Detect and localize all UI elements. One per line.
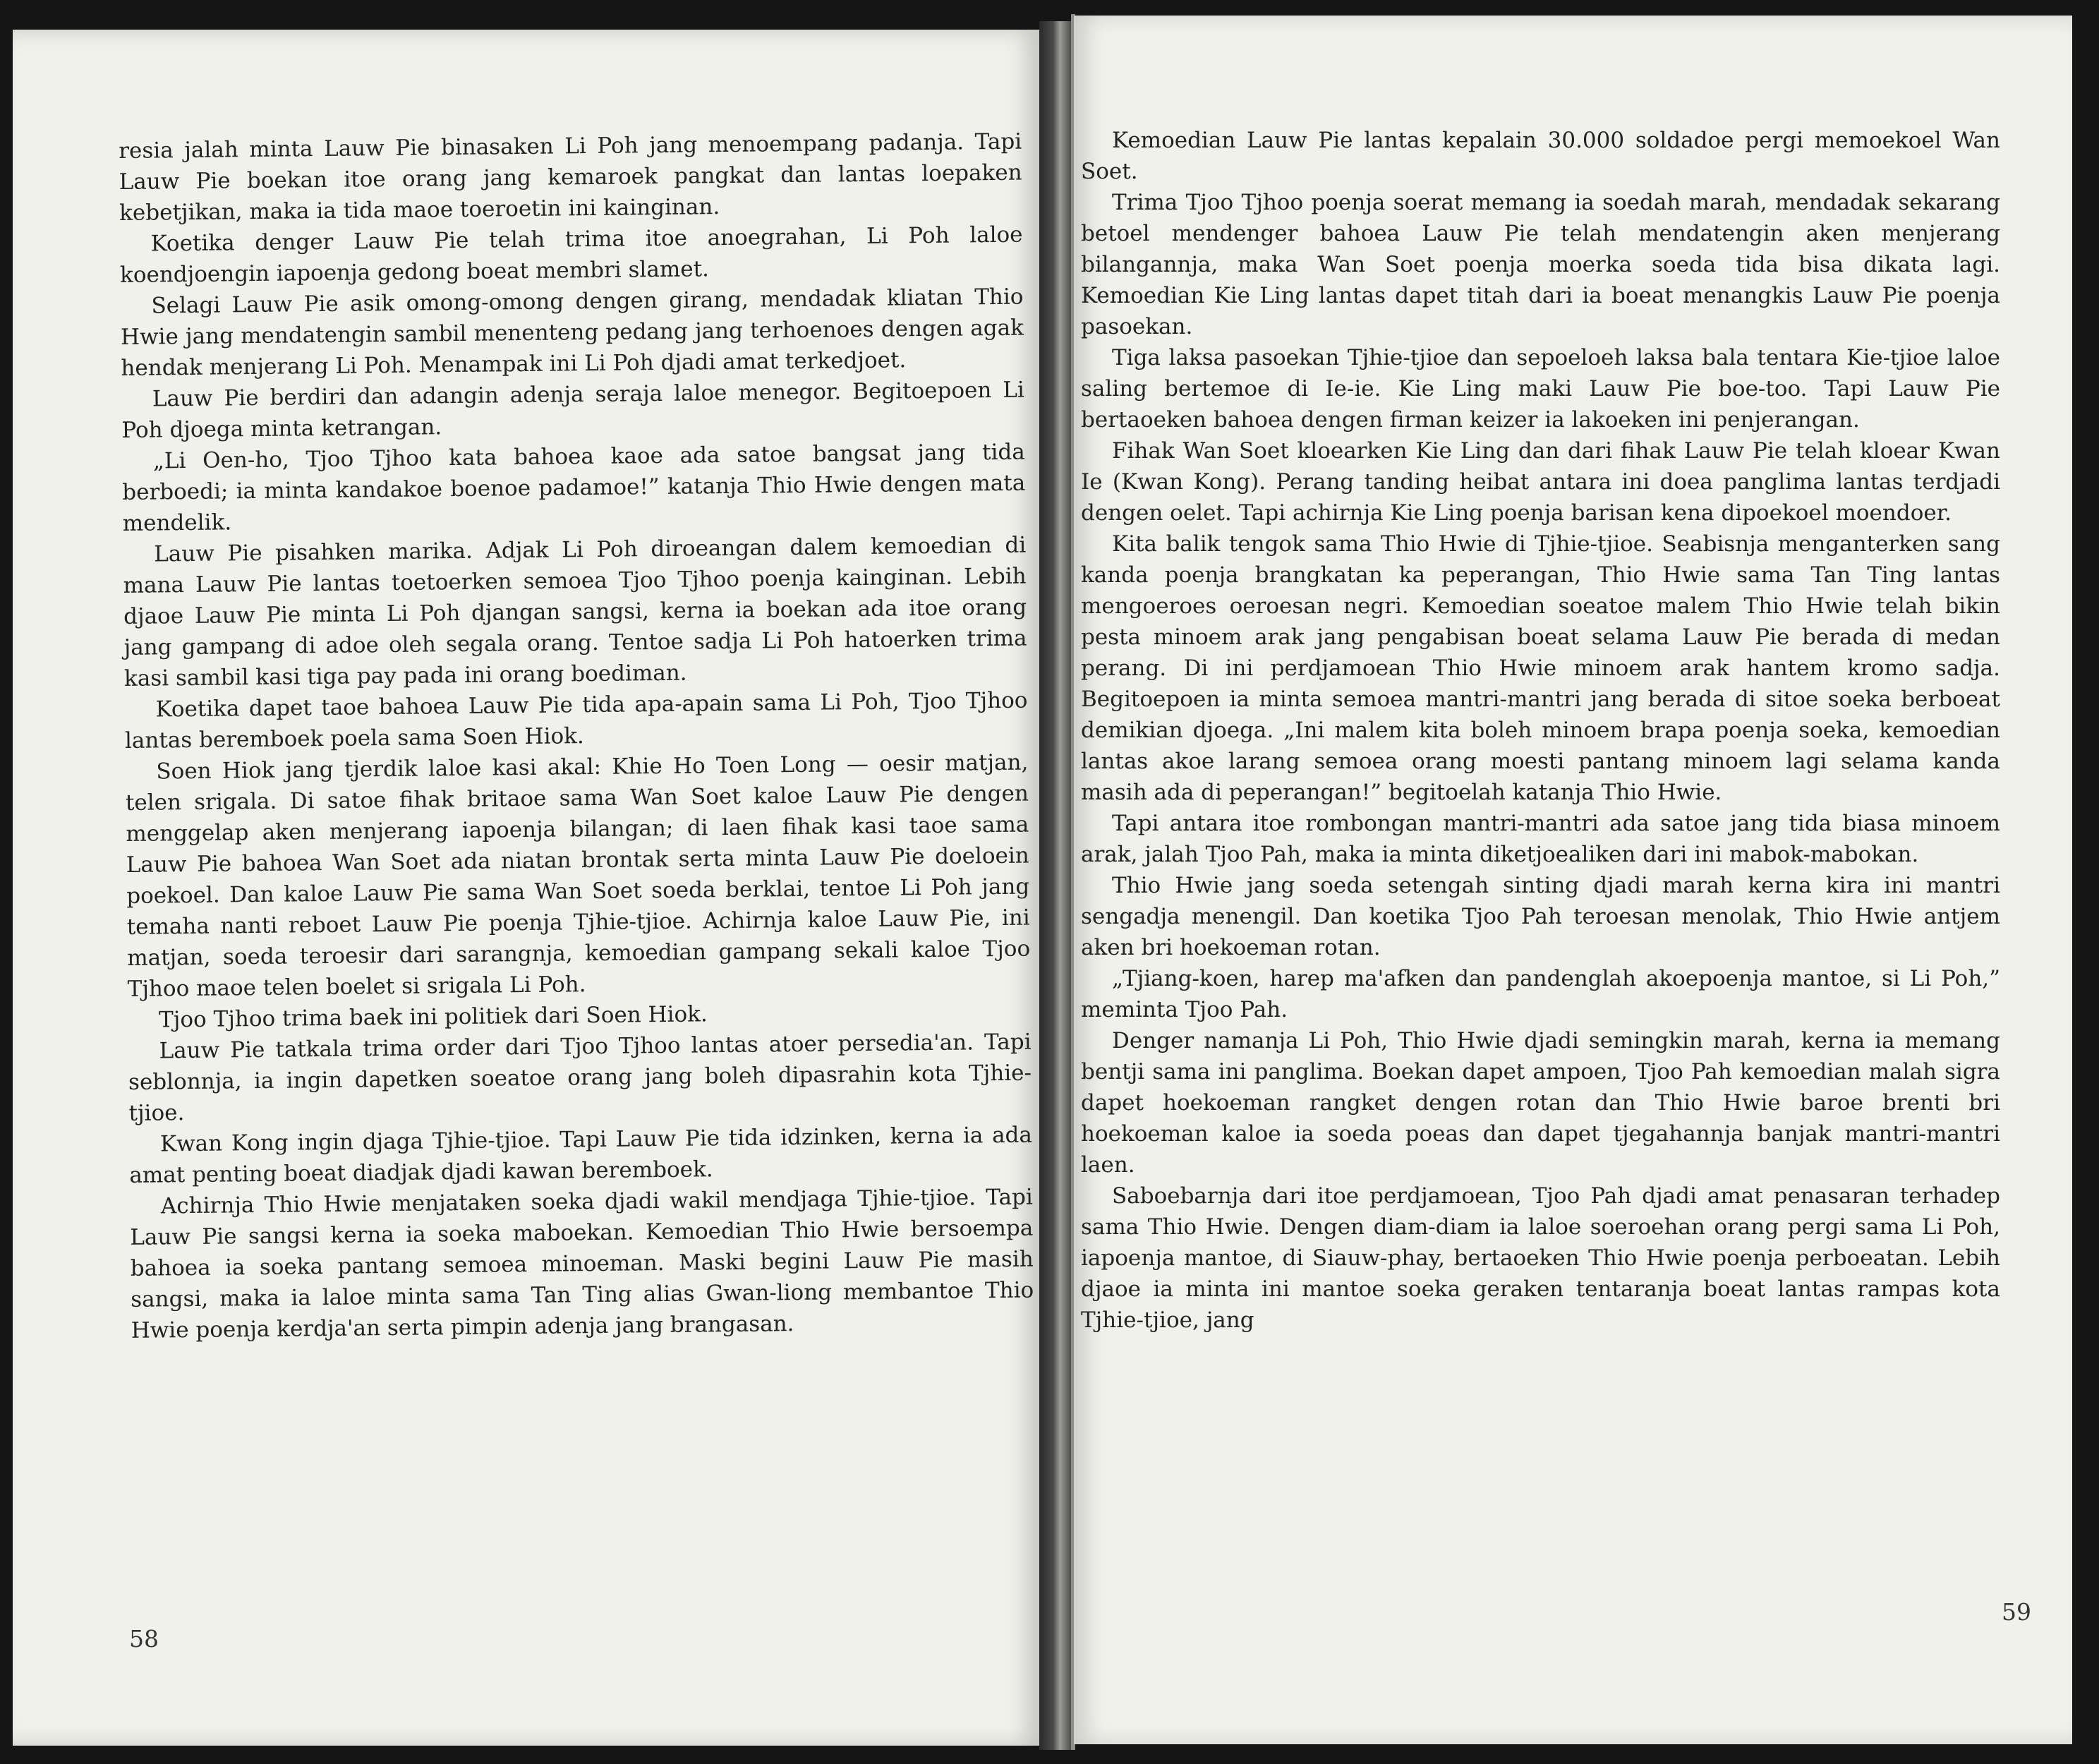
right-page-text xyxy=(1081,125,2000,1336)
paragraph: Kemoedian Lauw Pie lantas kepalain 30.000 soldadoe pergi memoekoel Wan Soet. xyxy=(1081,128,2000,184)
paragraph: Tjoo Tjhoo trima baek ini politiek dari Soen Hiok. xyxy=(158,1001,708,1033)
paragraph: Koetika dapet taoe bahoea Lauw Pie tida apa-apain sama Li Poh, Tjoo Tjhoo lantas beremboek poela sama Soen Hiok. xyxy=(124,687,1028,754)
book-gutter xyxy=(1039,21,1074,1750)
paragraph: Soen Hiok jang tjerdik laloe kasi akal: Khie Ho Toen Long — oesir matjan, telen srigala. Di satoe fihak britaoe sama Wan Soet kaloe Lauw Pie dengen menggelap aken menjerang iapoenja bilangan; di laen fihak kasi taoe sama Lauw Pie bahoea Wan Soet ada niatan brontak serta minta Lauw Pie doeloein poekoel. Dan kaloe Lauw Pie sama Wan Soet soeda berklai, tentoe Li Poh jang temaha nanti reboet Lauw Pie poenja Tjhie-tjioe. Achirnja kaloe Lauw Pie, ini matjan, soeda teroesir dari sarangnja, kemoedian gampang sekali kaloe Tjoo Tjhoo maoe telen boelet si srigala Li Poh. xyxy=(125,749,1031,1002)
paragraph: Saboebarnja dari itoe perdjamoean, Tjoo Pah djadi amat penasaran terhadep sama Thio Hwie. Dengen diam-diam ia laloe soeroehan orang pergi sama Li Poh, iapoenja mantoe, di Siauw-phay, bertaoeken Thio Hwie poenja perboeatan. Lebih djaoe ia minta ini mantoe soeka geraken tentaranja boeat lantas rampas kota Tjhie-tjioe, jang xyxy=(1081,1183,2000,1333)
right-page xyxy=(1074,16,2072,1744)
page-number-right: 59 xyxy=(2002,1598,2031,1626)
paragraph: Thio Hwie jang soeda setengah sinting djadi marah kerna kira ini mantri sengadja menengil. Dan koetika Tjoo Pah teroesan menolak, Thio Hwie antjem aken bri hoekoeman rotan. xyxy=(1081,873,2000,960)
paragraph: Achirnja Thio Hwie menjataken soeka djadi wakil mendjaga Tjhie-tjioe. Tapi Lauw Pie sangsi kerna ia soeka maboekan. Kemoedian Thio Hwie bersoempa bahoea ia soeka pantang semoea minoeman. Maski begini Lauw Pie masih sangsi, maka ia laloe minta sama Tan Ting alias Gwan-liong membantoe Thio Hwie poenja kerdja'an serta pimpin adenja jang brangasan. xyxy=(130,1184,1034,1343)
paragraph: Lauw Pie berdiri dan adangin adenja seraja laloe menegor. Begitoepoen Li Poh djoega minta ketrangan. xyxy=(121,377,1025,443)
paragraph: Lauw Pie pisahken marika. Adjak Li Poh diroeangan dalem kemoedian di mana Lauw Pie lantas toetoerken semoea Tjoo Tjhoo poenja kainginan. Lebih djaoe Lauw Pie minta Li Poh djangan sangsi, kerna ia boekan ada itoe orang jang gampang di adoe oleh segala orang. Tentoe sadja Li Poh hatoerken trima kasi sambil kasi tiga pay pada ini orang boediman. xyxy=(123,532,1027,691)
paragraph: resia jalah minta Lauw Pie binasaken Li Poh jang menoempang padanja. Tapi Lauw Pie boekan itoe orang jang kemaroek pangkat dan lantas loepaken kebetjikan, maka ia tida maoe toeroetin ini kainginan. xyxy=(119,128,1022,226)
paragraph: Kita balik tengok sama Thio Hwie di Tjhie-tjioe. Seabisnja menganterken sang kanda poenja brangkatan ka peperangan, Thio Hwie sama Tan Ting lantas mengoeroes oeroesan negri. Kemoedian soeatoe malem Thio Hwie telah bikin pesta minoem arak jang pengabisan boeat selama Lauw Pie berada di medan perang. Di ini perdjamoean Thio Hwie minoem arak hantem kromo sadja. Begitoepoen ia minta semoea mantri-mantri jang berada di sitoe soeka berboeat demikian djoega. „Ini malem kita boleh minoem brapa poenja soeka, kemoedian lantas akoe larang semoea orang moesti pantang minoem lagi selama kanda masih ada di peperangan!” begitoelah katanja Thio Hwie. xyxy=(1081,531,2000,805)
paragraph: Trima Tjoo Tjhoo poenja soerat memang ia soedah marah, mendadak sekarang betoel mendenger bahoea Lauw Pie telah mendatengin aken menjerang bilangannja, maka Wan Soet poenja moerka soeda tida bisa dikata lagi. Kemoedian Kie Ling lantas dapet titah dari ia boeat menangkis Lauw Pie poenja pasoekan. xyxy=(1081,190,2000,339)
left-page-text xyxy=(119,126,1034,1346)
page-number-left: 58 xyxy=(129,1625,159,1653)
paragraph: Lauw Pie tatkala trima order dari Tjoo Tjhoo lantas atoer persedia'an. Tapi seblonnja, ia ingin dapetken soeatoe orang jang boleh dipasrahin kota Tjhie-tjioe. xyxy=(128,1029,1032,1126)
paragraph: Kwan Kong ingin djaga Tjhie-tjioe. Tapi Lauw Pie tida idzinken, kerna ia ada amat penting boeat diadjak djadi kawan beremboek. xyxy=(129,1122,1033,1188)
paragraph: Denger namanja Li Poh, Thio Hwie djadi semingkin marah, kerna ia memang bentji sama ini panglima. Boekan dapet ampoen, Tjoo Pah kemoedian malah sigra dapet hoekoeman rangket dengen rotan dan Thio Hwie baroe brenti bri hoekoeman kaloe ia soeda poeas dan dapet tjegahannja banjak mantri-mantri laen. xyxy=(1081,1028,2000,1178)
paragraph: „Tjiang-koen, harep ma'afken dan pandenglah akoepoenja mantoe, si Li Poh,” meminta Tjoo Pah. xyxy=(1081,966,2000,1022)
paragraph: Fihak Wan Soet kloearken Kie Ling dan dari fihak Lauw Pie telah kloear Kwan Ie (Kwan Kong). Perang tanding heibat antara ini doea panglima lantas terdjadi dengen oelet. Tapi achirnja Kie Ling poenja barisan kena dipoekoel moendoer. xyxy=(1081,438,2000,526)
paragraph: Selagi Lauw Pie asik omong-omong dengen girang, mendadak kliatan Thio Hwie jang mendatengin sambil menenteng pedang jang terhoenoes dengen agak hendak menjerang Li Poh. Menampak ini Li Poh djadi amat terkedjoet. xyxy=(120,284,1024,381)
paragraph: „Li Oen-ho, Tjoo Tjhoo kata bahoea kaoe ada satoe bangsat jang tida berboedi; ia minta kandakoe boenoe padamoe!” katanja Thio Hwie dengen mata mendelik. xyxy=(122,439,1026,536)
left-page xyxy=(13,30,1039,1746)
paragraph: Tiga laksa pasoekan Tjhie-tjioe dan sepoeloeh laksa bala tentara Kie-tjioe laloe saling bertemoe di Ie-ie. Kie Ling maki Lauw Pie boe-too. Tapi Lauw Pie bertaoeken bahoea dengen firman keizer ia lakoeken ini penjerangan. xyxy=(1081,345,2000,433)
paragraph: Tapi antara itoe rombongan mantri-mantri ada satoe jang tida biasa minoem arak, jalah Tjoo Pah, maka ia minta diketjoealiken dari ini mabok-mabokan. xyxy=(1081,811,2000,867)
paragraph: Koetika denger Lauw Pie telah trima itoe anoegrahan, Li Poh laloe koendjoengin iapoenja gedong boeat membri slamet. xyxy=(119,222,1023,288)
